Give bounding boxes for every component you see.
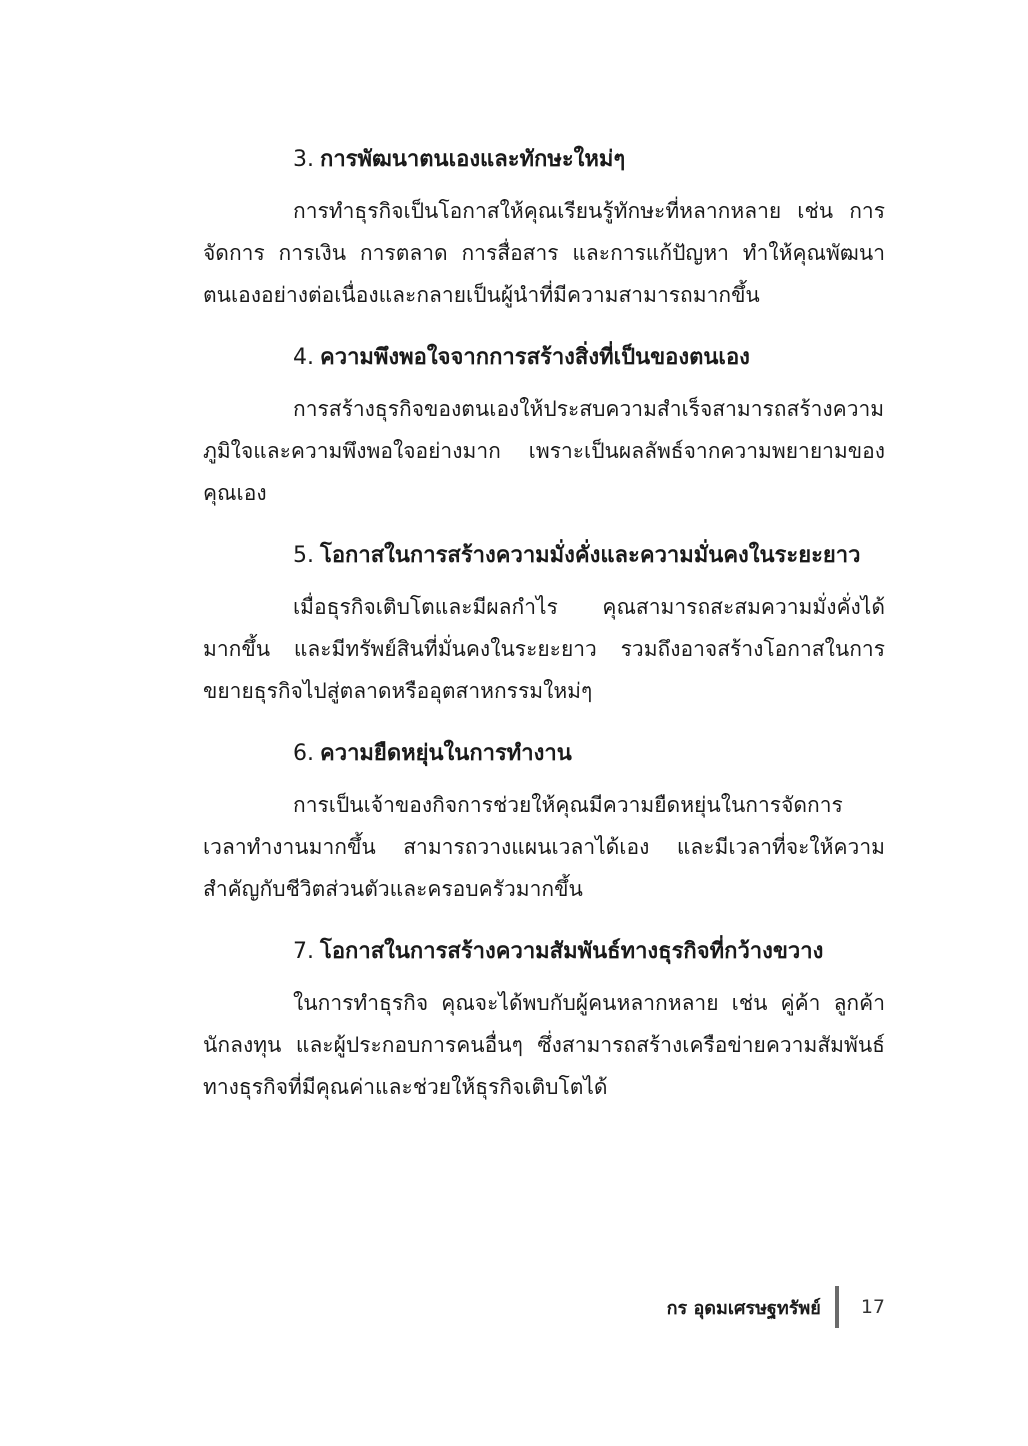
section-heading: [203, 534, 885, 578]
page-footer: [667, 1286, 885, 1328]
page-number: 17: [860, 1296, 885, 1318]
section-paragraph: การเป็นเจ้าของกิจการช่วยให้คุณมีความยืดหยุ่นในการจัดการเวลาทำงานมากขึ้น สามารถวางแผนเวลาได้เอง และมีเวลาที่จะให้ความสำคัญกับชีวิตส่วนตัวและครอบครัวมากขึ้น: [203, 793, 885, 901]
section-heading: [203, 138, 885, 182]
section-paragraph: เมื่อธุรกิจเติบโตและมีผลกำไร คุณสามารถสะสมความมั่งคั่งได้มากขึ้น และมีทรัพย์สินที่มั่นคงในระยะยาว รวมถึงอาจสร้างโอกาสในการขยายธุรกิจไปสู่ตลาดหรืออุตสาหกรรมใหม่ๆ: [203, 595, 885, 703]
section-paragraph: ในการทำธุรกิจ คุณจะได้พบกับผู้คนหลากหลาย เช่น คู่ค้า ลูกค้า นักลงทุน และผู้ประกอบการคนอื่นๆ ซึ่งสามารถสร้างเครือข่ายความสัมพันธ์ทางธุรกิจที่มีคุณค่าและช่วยให้ธุรกิจเติบโตได้: [203, 991, 885, 1099]
section-title: การพัฒนาตนเองและทักษะใหม่ๆ: [320, 147, 626, 172]
section-number: 3.: [293, 147, 314, 172]
section-title: โอกาสในการสร้างความมั่งคั่งและความมั่นคงในระยะยาว: [320, 543, 861, 568]
section-number: 6.: [293, 741, 314, 766]
section-paragraph: การทำธุรกิจเป็นโอกาสให้คุณเรียนรู้ทักษะที่หลากหลาย เช่น การจัดการ การเงิน การตลาด การสื่อสาร และการแก้ปัญหา ทำให้คุณพัฒนาตนเองอย่างต่อเนื่องและกลายเป็นผู้นำที่มีความสามารถมากขึ้น: [203, 199, 885, 307]
section-title: ความพึงพอใจจากการสร้างสิ่งที่เป็นของตนเอง: [320, 345, 750, 370]
section-number: 5.: [293, 543, 314, 568]
section-number: 4.: [293, 345, 314, 370]
section-title: โอกาสในการสร้างความสัมพันธ์ทางธุรกิจที่กว้างขวาง: [320, 939, 824, 964]
section-heading: [203, 336, 885, 380]
section-heading: [203, 732, 885, 776]
footer-author: กร อุดมเศรษฐทรัพย์: [666, 1297, 821, 1319]
section-heading: [203, 930, 885, 974]
footer-divider: [835, 1286, 839, 1328]
section-paragraph: การสร้างธุรกิจของตนเองให้ประสบความสำเร็จสามารถสร้างความภูมิใจและความพึงพอใจอย่างมาก เพราะเป็นผลลัพธ์จากความพยายามของคุณเอง: [203, 397, 885, 505]
section-number: 7.: [293, 939, 314, 964]
page-content: [203, 138, 885, 1128]
section-title: ความยืดหยุ่นในการทำงาน: [320, 741, 572, 766]
